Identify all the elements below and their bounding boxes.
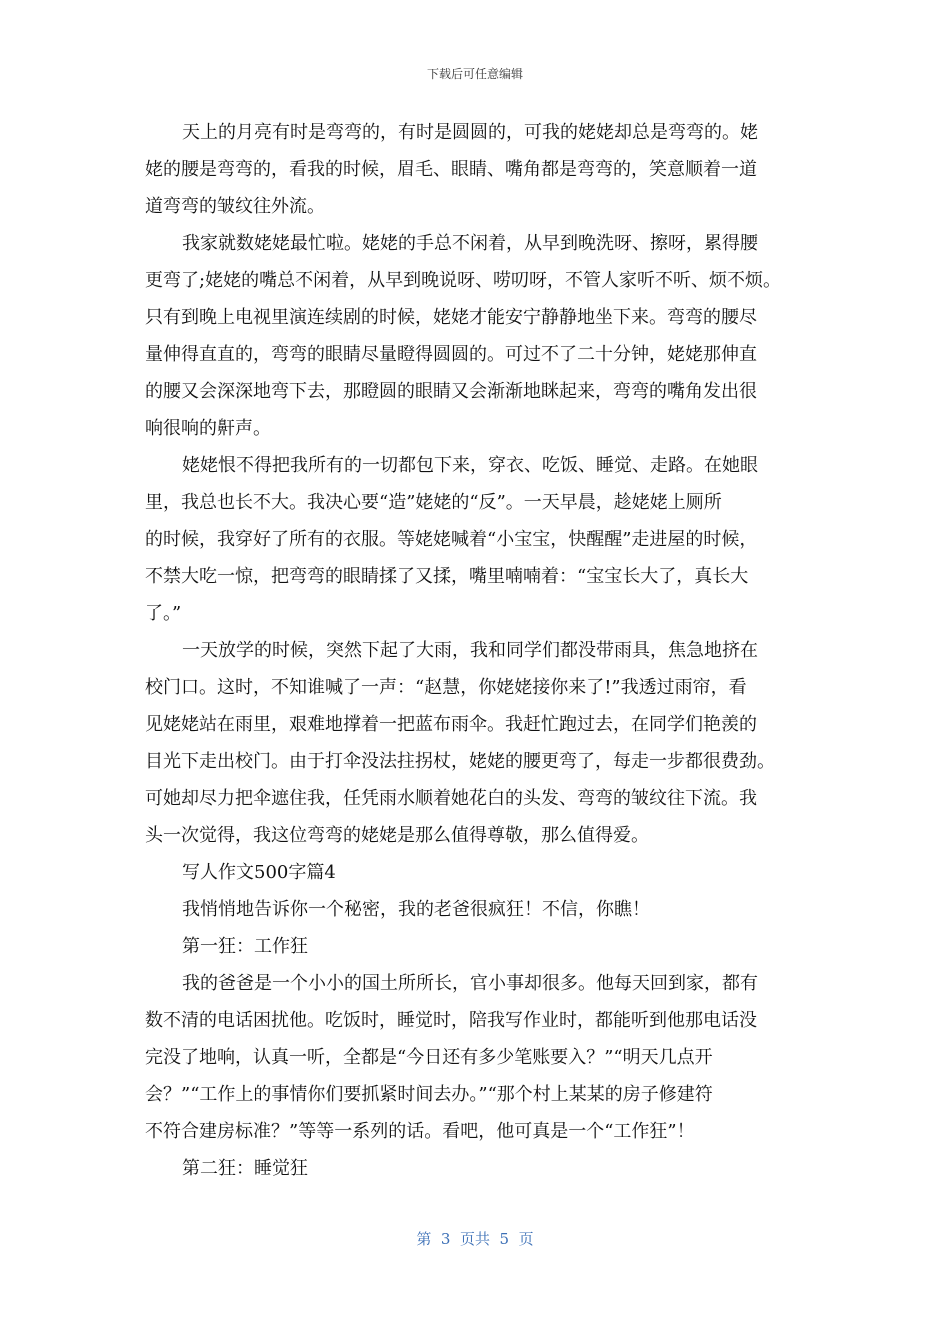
text-line: 一天放学的时候，突然下起了大雨，我和同学们都没带雨具，焦急地挤在 (182, 640, 758, 661)
text-line: 会？”“工作上的事情你们要抓紧时间去办。”“那个村上某某的房子修建符 (145, 1084, 713, 1105)
text-line: 目光下走出校门。由于打伞没法拄拐杖，姥姥的腰更弯了，每走一步都很费劲。 (145, 751, 775, 772)
text-line: 头一次觉得，我这位弯弯的姥姥是那么值得尊敬，那么值得爱。 (145, 825, 649, 846)
text-line: 姥的腰是弯弯的，看我的时候，眉毛、眼睛、嘴角都是弯弯的，笑意顺着一道 (145, 159, 757, 180)
text-line: 第二狂：睡觉狂 (182, 1158, 308, 1179)
text-line: 我悄悄地告诉你一个秘密，我的老爸很疯狂！不信，你瞧！ (182, 899, 650, 920)
text-line: 校门口。这时，不知谁喊了一声：“赵慧，你姥姥接你来了!”我透过雨帘，看 (145, 677, 747, 698)
text-line: 了。” (145, 603, 182, 624)
text-line: 我的爸爸是一个小小的国土所所长，官小事却很多。他每天回到家，都有 (182, 973, 758, 994)
text-line: 可她却尽力把伞遮住我，任凭雨水顺着她花白的头发、弯弯的皱纹往下流。我 (145, 788, 757, 809)
page-footer: 第 3 页共 5 页 (416, 1230, 534, 1248)
text-line: 量伸得直直的，弯弯的眼睛尽量瞪得圆圆的。可过不了二十分钟，姥姥那伸直 (145, 344, 757, 365)
text-line: 只有到晚上电视里演连续剧的时候，姥姥才能安宁静静地坐下来。弯弯的腰尽 (145, 307, 757, 328)
text-line: 里，我总也长不大。我决心要“造”姥姥的“反”。一天早晨，趁姥姥上厕所 (145, 492, 722, 513)
text-line: 不禁大吃一惊，把弯弯的眼睛揉了又揉，嘴里喃喃着：“宝宝长大了，真长大 (145, 566, 749, 587)
text-line: 见姥姥站在雨里，艰难地撑着一把蓝布雨伞。我赶忙跑过去，在同学们艳羡的 (145, 714, 757, 735)
text-line: 姥姥恨不得把我所有的一切都包下来，穿衣、吃饭、睡觉、走路。在她眼 (182, 455, 758, 476)
text-line: 的腰又会深深地弯下去，那瞪圆的眼睛又会渐渐地眯起来，弯弯的嘴角发出很 (145, 381, 757, 402)
text-line: 道弯弯的皱纹往外流。 (145, 196, 325, 217)
page-header: 下载后可任意编辑 (426, 67, 523, 81)
text-line: 第一狂：工作狂 (182, 936, 308, 957)
text-line: 的时候，我穿好了所有的衣服。等姥姥喊着“小宝宝，快醒醒”走进屋的时候， (145, 529, 758, 550)
document-body (145, 114, 825, 1187)
text-line: 响很响的鼾声。 (145, 418, 271, 439)
text-line: 不符合建房标准？”等等一系列的话。看吧，他可真是一个“工作狂”！ (145, 1121, 695, 1142)
text-line: 写人作文500字篇4 (182, 862, 336, 883)
text-line: 我家就数姥姥最忙啦。姥姥的手总不闲着，从早到晚洗呀、擦呀，累得腰 (182, 233, 758, 254)
text-line: 完没了地响，认真一听，全都是“今日还有多少笔账要入？”“明天几点开 (145, 1047, 713, 1068)
text-line: 更弯了;姥姥的嘴总不闲着，从早到晚说呀、唠叨呀，不管人家听不听、烦不烦。 (145, 270, 782, 291)
text-line: 数不清的电话困扰他。吃饭时，睡觉时，陪我写作业时，都能听到他那电话没 (145, 1010, 757, 1031)
text-line: 天上的月亮有时是弯弯的，有时是圆圆的，可我的姥姥却总是弯弯的。姥 (182, 122, 758, 143)
